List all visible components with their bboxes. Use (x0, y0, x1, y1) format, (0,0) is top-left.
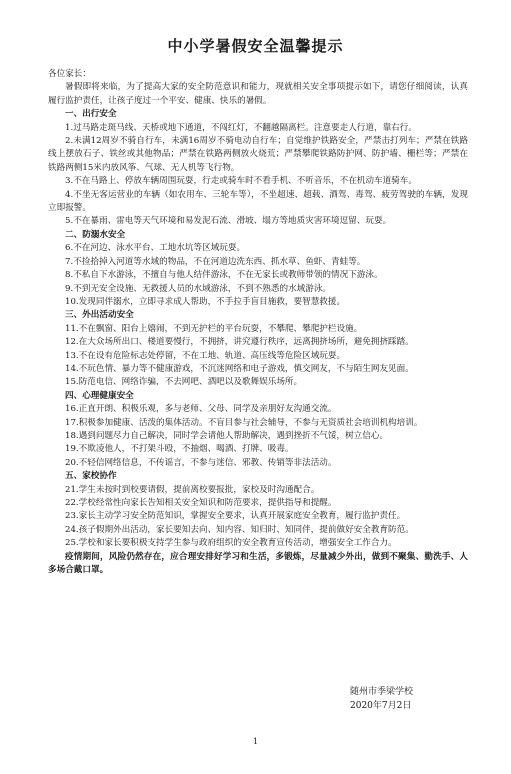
letter-body (48, 68, 468, 577)
list-item: 11.不在飘窗、阳台上嬉闹，不到无护栏的平台玩耍，不攀爬、攀爬护栏设施。 (65, 323, 363, 334)
signature-date: 2020年7月2日 (350, 701, 412, 711)
list-item: 9.不到无安全设施、无救援人员的水域游泳，不到不熟悉的水域游泳。 (65, 283, 332, 294)
list-item: 2.未满12周岁不骑自行车，未满16周岁不骑电动自行车；自觉维护铁路安全，严禁击打列车；严禁在铁路线上摆放石子、铁丝或其他物品；严禁在铁路两侧放火烧荒；严禁攀爬铁路防护网、防护墙、栅栏等；严禁在铁路两侧15米内放风筝、气球、无人机等飞行物。 (48, 136, 468, 173)
list-item: 20.不轻信网络信息，不传谣言，不参与迷信、邪教、传销等非法活动。 (65, 457, 337, 468)
list-item: 16.正直开朗、积极乐观，多与老师、父母、同学及亲朋好友沟通交流。 (65, 404, 337, 415)
list-item: 10.发现同伴溺水，立即寻求成人帮助，不手拉手盲目施救，要智慧救援。 (65, 296, 346, 307)
list-item: 15.防范电信、网络诈骗，不去网吧、酒吧以及歌舞娱乐场所。 (65, 377, 303, 388)
list-item: 8.不私自下水游泳，不擅自与他人结伴游泳，不在无家长或教师带领的情况下游泳。 (65, 270, 383, 281)
list-item: 18.遇到问题尽力自己解决，同时学会请他人帮助解决，遇到挫折不气馁，树立信心。 (65, 430, 389, 441)
list-item: 13.不在设有危险标志处停留，不在工地、轨道、高压线等危险区域玩耍。 (65, 350, 346, 361)
list-item: 22.学校经常性向家长告知相关安全知识和防范要求，提供指导和提醒。 (65, 498, 337, 508)
signature-school: 随州市季梁学校 (350, 687, 414, 697)
list-item: 14.不玩色情、暴力等不健康游戏，不沉迷网络和电子游戏，慎交网友，不与陌生网友见面。 (65, 363, 414, 374)
list-item: 17.积极参加健康、活泼的集体活动。不盲目参与社会辅导，不参与无资质社会培训机构培训。 (65, 417, 423, 428)
list-item: 23.家长主动学习安全防范知识，掌握安全要求，认真开展家庭安全教育，履行监护责任。 (65, 511, 406, 522)
list-item: 5.不在暴雨、雷电等天气环境和易发泥石流、滑坡、塌方等地质灾害环境逗留、玩耍。 (65, 216, 392, 227)
list-item: 21.学生未按时到校要请假，提前离校要报批，家校及时沟通配合。 (65, 484, 320, 495)
list-item: 4.不坐无客运营业的车辆（如农用车、三轮车等），不坐超速、超载、酒驾、毒驾、疲劳驾驶的车辆，发现立即报警。 (48, 189, 468, 214)
intro-paragraph: 暑假即将来临，为了提高大家的安全防范意识和能力，现就相关安全事项提示如下，请您仔细阅读，认真履行监护责任，让孩子度过一个平安、健康、快乐的暑假。 (48, 82, 468, 106)
list-item: 1.过马路走斑马线、天桥或地下通道，不闯红灯，不翻越隔离栏。注意要走人行道，靠右行。 (65, 122, 417, 133)
section-heading-drowning: 二、防溺水安全 (65, 229, 126, 240)
document-title: 中小学暑假安全温馨提示 (167, 37, 344, 55)
list-item: 3.不在马路上、停放车辆周围玩耍，行走或骑车时不看手机、不听音乐，不在机动车道骑车。 (65, 176, 417, 187)
section-heading-home-school: 五、家校协作 (65, 471, 117, 482)
list-item: 19.不欺凌他人，不打架斗殴，不抽烟、喝酒、打牌、吸毒。 (65, 444, 294, 455)
section-heading-outdoor: 三、外出活动安全 (65, 310, 134, 321)
closing-reminder: 疫情期间，风险仍然存在，应合理安排好学习和生活，多锻炼，尽量减少外出，做到不聚集、勤洗手、人多场合戴口罩。 (48, 551, 468, 576)
list-item: 12.在大众场所出口、楼道要慢行，不拥挤，讲究遵行秩序，远离拥挤场所，避免拥挤踩踏。 (65, 337, 414, 348)
salutation: 各位家长： (48, 69, 91, 79)
section-heading-travel: 一、出行安全 (65, 109, 117, 120)
section-heading-mental-health: 四、心理健康安全 (65, 390, 134, 401)
list-item: 7.不捡拾掉入河道等水域的物品，不在河道边洗东西、抓水草、鱼虾、青蛙等。 (65, 256, 366, 267)
page-number: 1 (252, 737, 259, 746)
list-item: 6.不在河边、泳水平台、工地水坑等区域玩耍。 (65, 243, 246, 254)
list-item: 24.孩子假期外出活动，家长要知去向、知内容、知归时、知同伴，提前做好安全教育防范。 (65, 524, 414, 535)
list-item: 25.学校和家长要积极支持学生参与政府组织的安全教育宣传活动，增强安全工作合力。 (65, 538, 397, 549)
